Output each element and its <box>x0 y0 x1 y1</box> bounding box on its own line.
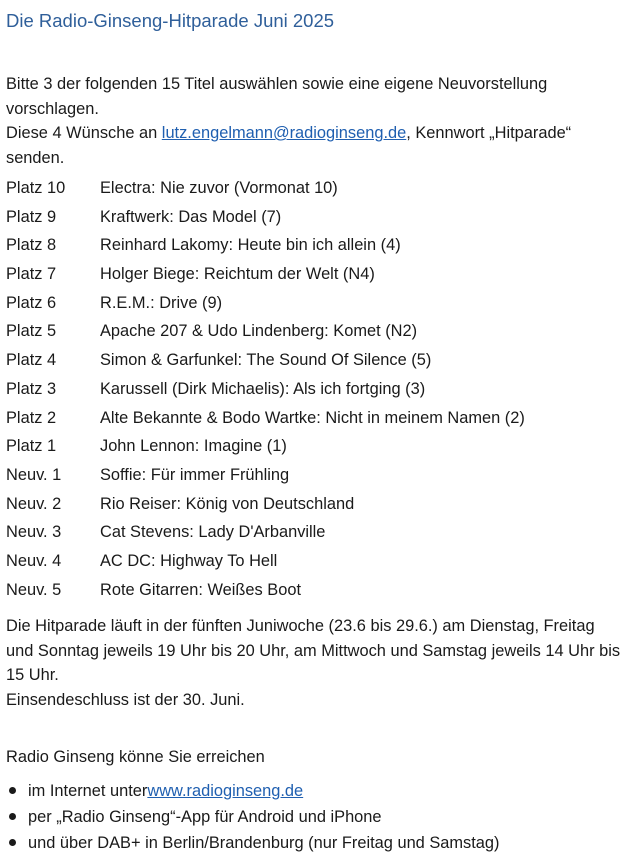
chart-position: Neuv. 1 <box>6 465 62 484</box>
chart-position: Platz 7 <box>6 265 57 284</box>
chart-song: Soffie: Für immer Frühling <box>100 465 290 484</box>
chart-row <box>6 317 626 346</box>
chart-row <box>6 576 626 605</box>
chart-row <box>6 260 626 289</box>
chart-song: Electra: Nie zuvor (Vormonat 10) <box>100 179 338 197</box>
reach-item-internet <box>6 778 626 804</box>
reach-list <box>6 778 626 856</box>
chart-position: Neuv. 4 <box>6 551 62 570</box>
chart-song: Rote Gitarren: Weißes Boot <box>100 580 302 599</box>
intro-send-suffix: , Kennwort „Hitparade“ senden. <box>6 124 572 167</box>
chart-position: Platz 8 <box>6 236 57 255</box>
email-link[interactable]: lutz.engelmann@radioginseng.de <box>161 124 407 142</box>
reach-app-text: per „Radio Ginseng“-App für Android und iPhone <box>28 807 382 826</box>
chart-song: Kraftwerk: Das Model (7) <box>100 207 282 226</box>
chart-list <box>6 174 626 604</box>
chart-position: Platz 6 <box>6 293 57 312</box>
chart-position: Neuv. 5 <box>6 580 62 599</box>
chart-row <box>6 174 626 203</box>
chart-song: R.E.M.: Drive (9) <box>100 293 223 312</box>
chart-row <box>6 346 626 375</box>
reach-item-app <box>6 804 626 830</box>
chart-row <box>6 547 626 576</box>
chart-song: Apache 207 & Udo Lindenberg: Komet (N2) <box>100 322 418 341</box>
chart-song: Holger Biege: Reichtum der Welt (N4) <box>100 265 375 284</box>
chart-position: Platz 2 <box>6 408 57 427</box>
schedule-text: Die Hitparade läuft in der fünften Juniwoche (23.6 bis 29.6.) am Dienstag, Freitag und Sonntag jeweils 19 Uhr bis 20 Uhr, am Mittwoch und Samstag jeweils 14 Uhr bis 15 Uhr. <box>6 617 621 685</box>
chart-song: John Lennon: Imagine (1) <box>100 437 287 456</box>
chart-row <box>6 375 626 404</box>
schedule-info <box>6 614 622 712</box>
chart-song: Alte Bekannte & Bodo Wartke: Nicht in meinem Namen (2) <box>100 408 525 427</box>
chart-song: Cat Stevens: Lady D'Arbanville <box>100 523 326 542</box>
chart-song: Rio Reiser: König von Deutschland <box>100 494 355 513</box>
chart-row <box>6 203 626 232</box>
chart-position: Platz 4 <box>6 351 57 370</box>
bullet-icon <box>9 839 16 846</box>
bullet-icon <box>9 813 16 820</box>
reach-item-dab <box>6 830 626 856</box>
website-link[interactable]: www.radioginseng.de <box>147 781 304 800</box>
chart-position: Platz 1 <box>6 437 57 456</box>
chart-row <box>6 461 626 490</box>
chart-position: Platz 3 <box>6 379 57 398</box>
intro-instruction: Bitte 3 der folgenden 15 Titel auswählen sowie eine eigene Neuvorstellung vorschlagen. <box>6 75 548 118</box>
reach-dab-text: und über DAB+ in Berlin/Brandenburg (nur Freitag und Samstag) <box>28 833 500 852</box>
chart-position: Platz 5 <box>6 322 57 341</box>
chart-row <box>6 518 626 547</box>
chart-song: Karussell (Dirk Michaelis): Als ich fortging (3) <box>100 379 426 398</box>
chart-row <box>6 490 626 519</box>
chart-row <box>6 432 626 461</box>
chart-position: Platz 9 <box>6 207 57 226</box>
chart-position: Neuv. 2 <box>6 494 62 513</box>
chart-song: Simon & Garfunkel: The Sound Of Silence (5) <box>100 351 432 370</box>
page-title: Die Radio-Ginseng-Hitparade Juni 2025 <box>6 10 335 31</box>
chart-song: AC DC: Highway To Hell <box>100 551 278 570</box>
chart-row <box>6 289 626 318</box>
deadline-text: Einsendeschluss ist der 30. Juni. <box>6 690 245 709</box>
chart-position: Neuv. 3 <box>6 523 62 542</box>
intro-send-prefix: Diese 4 Wünsche an <box>6 124 162 142</box>
reach-internet-prefix: im Internet unter <box>28 781 148 800</box>
chart-row <box>6 231 626 260</box>
chart-song: Reinhard Lakomy: Heute bin ich allein (4) <box>100 236 401 255</box>
intro-send-instruction <box>6 121 618 170</box>
intro-text <box>6 72 618 170</box>
chart-row <box>6 404 626 433</box>
reach-heading: Radio Ginseng könne Sie erreichen <box>6 748 265 767</box>
chart-position: Platz 10 <box>6 179 66 197</box>
bullet-icon <box>9 787 16 794</box>
